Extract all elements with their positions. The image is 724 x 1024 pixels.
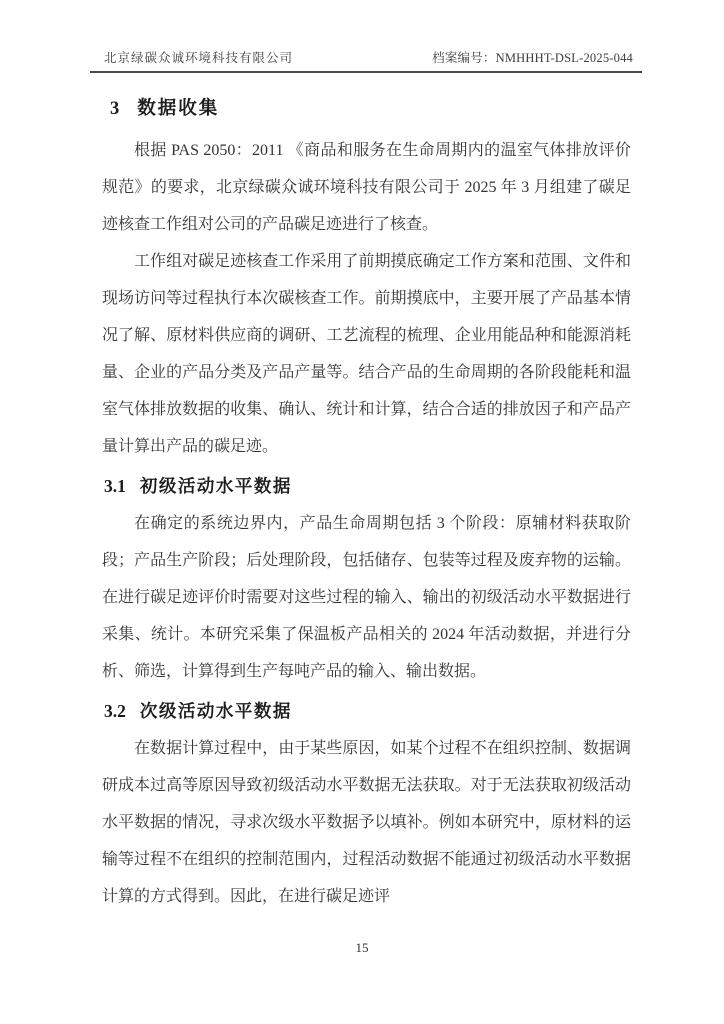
subsection-2-number: 3.2 (104, 701, 126, 721)
subsection-2-title: 次级活动水平数据 (139, 701, 292, 721)
document-body (102, 96, 631, 915)
subsection-1-number: 3.1 (104, 476, 126, 496)
subsection-1-paragraph-1: 在确定的系统边界内，产品生命周期包括 3 个阶段：原辅材料获取阶段；产品生产阶段；后处理阶段，包括储存、包装等过程及废弃物的运输。在进行碳足迹评价时需要对这些过程的输入、输出的初级活动水平数据进行采集、统计。本研究采集了保温板产品相关的 2024 年活动数据，并进行分析、筛选，计算得到生产每吨产品的输入、输出数据。 (102, 515, 631, 680)
header-company-name: 北京绿碳众诚环境科技有限公司 (104, 51, 294, 65)
subsection-1-heading (104, 473, 631, 499)
section-paragraph-2: 工作组对碳足迹核查工作采用了前期摸底确定工作方案和范围、文件和现场访问等过程执行本次碳核查工作。前期摸底中，主要开展了产品基本情况了解、原材料供应商的调研、工艺流程的梳理、企业用能品种和能源消耗量、企业的产品分类及产品产量等。结合产品的生命周期的各阶段能耗和温室气体排放数据的收集、确认、统计和计算，结合合适的排放因子和产品产量计算出产品的碳足迹。 (102, 253, 631, 455)
subsection-2-heading (104, 698, 631, 724)
page-header-row (90, 48, 642, 66)
section-title: 数据收集 (137, 99, 220, 119)
header-archive-number: 档案编号：NMHHHT-DSL-2025-044 (432, 51, 633, 65)
section-heading (110, 96, 631, 122)
section-number: 3 (110, 99, 120, 119)
subsection-2-paragraph-1: 在数据计算过程中，由于某些原因，如某个过程不在组织控制、数据调研成本过高等原因导致初级活动水平数据无法获取。对于无法获取初级活动水平数据的情况，寻求次级水平数据予以填补。例如本研究中，原材料的运输等过程不在组织的控制范围内，过程活动数据不能通过初级活动水平数据计算的方式得到。因此，在进行碳足迹评 (102, 740, 631, 905)
page-footer (0, 940, 724, 956)
section-paragraph-1: 根据 PAS 2050：2011 《商品和服务在生命周期内的温室气体排放评价规范》的要求，北京绿碳众诚环境科技有限公司于 2025 年 3 月组建了碳足迹核查工作组对公司的产品碳足迹进行了核查。 (102, 142, 631, 233)
subsection-1-title: 初级活动水平数据 (139, 476, 292, 496)
page-header (90, 48, 642, 73)
page-number: 15 (355, 940, 369, 955)
